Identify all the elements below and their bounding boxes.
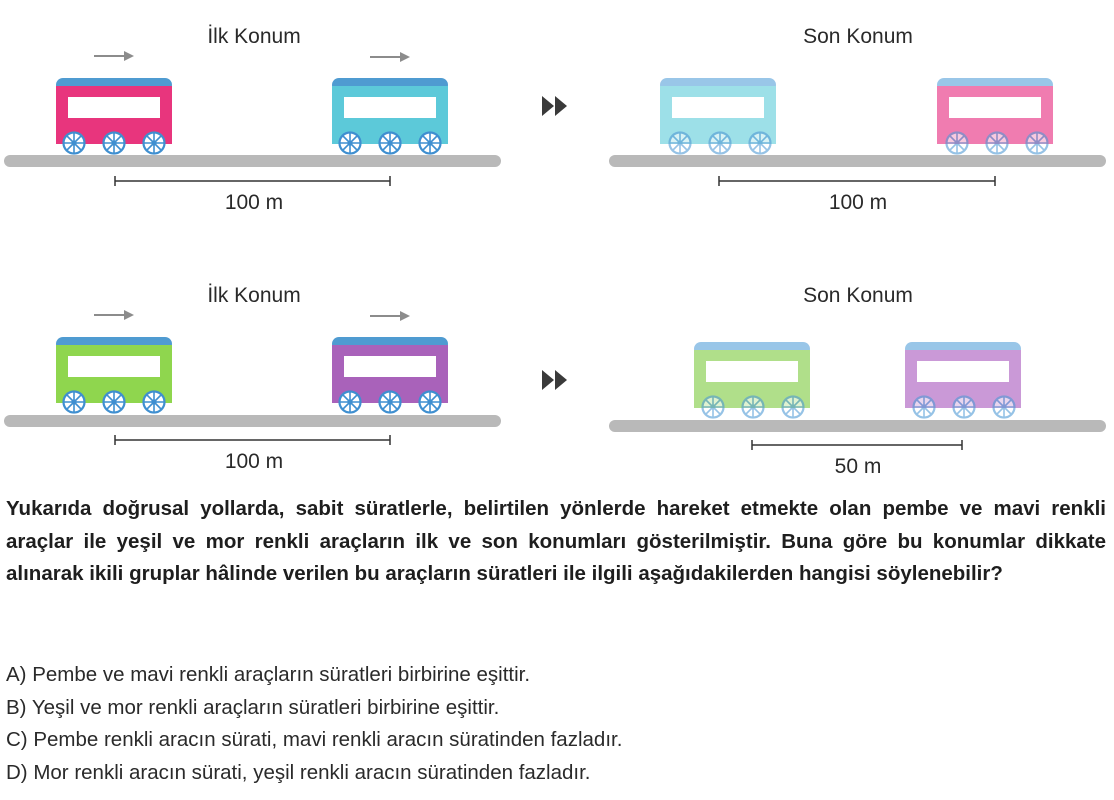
final-position-label: Son Konum (803, 25, 913, 48)
final-distance-label: 50 m (834, 455, 882, 478)
distance-marker (719, 176, 995, 186)
final-distance-label: 100 m (828, 191, 888, 214)
pink-vehicle (56, 78, 172, 154)
blue-vehicle-final (660, 78, 776, 154)
distance-marker (752, 440, 962, 450)
arrow-right-icon (94, 51, 134, 61)
arrow-right-icon (370, 311, 410, 321)
question-text: Yukarıda doğrusal yollarda, sabit süratlerle, belirtilen yönlerde hareket etmekte olan pembe ve mavi renkli araçlar ile yeşil ve mor renkli araçların ilk ve son konumları gösterilmiştir. Buna göre bu konumlar dikkate alınarak ikili gruplar hâlinde verilen bu araçların süratleri ile ilgili aşağıdakilerden hangisi söylenebilir? (6, 497, 1106, 585)
blue-vehicle (332, 78, 448, 154)
option-c[interactable]: C) Pembe renkli aracın sürati, mavi renkli aracın süratinden fazladır. (6, 728, 623, 751)
answer-options (6, 659, 1106, 789)
distance-marker (115, 176, 390, 186)
double-chevron-right-icon (542, 370, 567, 390)
road (609, 155, 1106, 167)
double-chevron-right-icon (542, 96, 567, 116)
option-b[interactable]: B) Yeşil ve mor renkli araçların süratleri birbirine eşittir. (6, 695, 500, 719)
initial-distance-label: 100 m (224, 450, 284, 473)
arrow-right-icon (370, 52, 410, 62)
distance-marker (115, 435, 390, 445)
road (4, 415, 501, 427)
initial-position-label: İlk Konum (207, 25, 301, 48)
purple-vehicle-final (905, 342, 1021, 418)
pink-vehicle-final (937, 78, 1053, 154)
arrow-right-icon (94, 310, 134, 320)
green-vehicle-final (694, 342, 810, 418)
option-d[interactable]: D) Mor renkli aracın sürati, yeşil renkli aracın süratinden fazladır. (6, 760, 591, 784)
option-a[interactable]: A) Pembe ve mavi renkli araçların süratleri birbirine eşittir. (6, 663, 531, 686)
initial-distance-label: 100 m (224, 191, 284, 214)
road (4, 155, 501, 167)
road (609, 420, 1106, 432)
green-vehicle (56, 337, 172, 413)
initial-position-label: İlk Konum (207, 284, 301, 307)
purple-vehicle (332, 337, 448, 413)
final-position-label: Son Konum (803, 284, 913, 307)
